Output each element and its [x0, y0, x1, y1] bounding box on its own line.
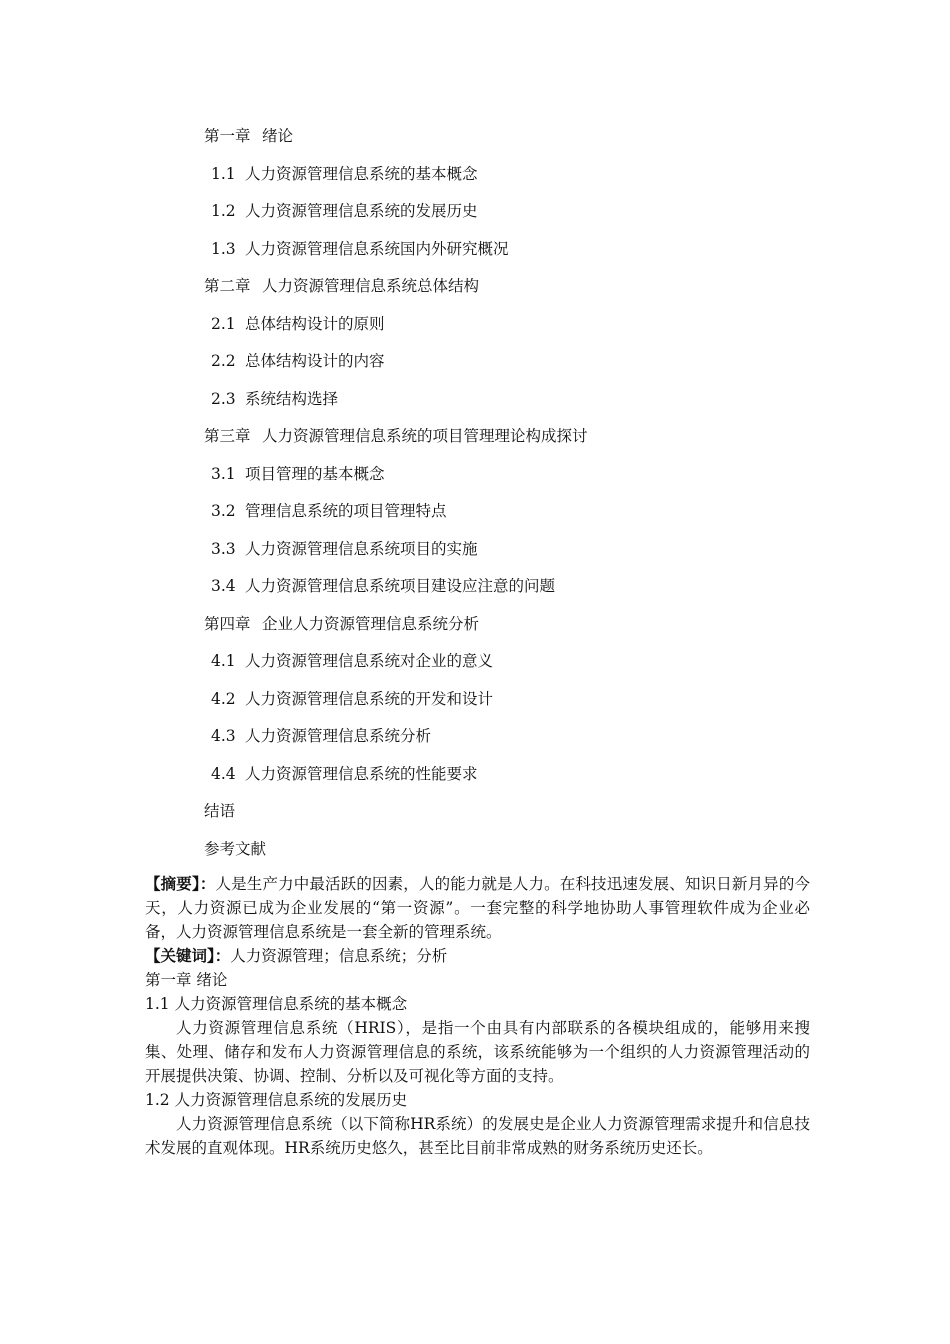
toc-entry [0, 793, 950, 831]
section-1-2-heading: 1.2 人力资源管理信息系统的发展历史 [145, 1091, 408, 1109]
toc-entry-title: 参考文献 [204, 839, 267, 858]
toc-entry-number: 3.2 [211, 502, 236, 520]
section-1-1-paragraph: 人力资源管理信息系统（HRIS），是指一个由具有内部联系的各模块组成的，能够用来搜集、处理、储存和发布人力资源管理信息的系统，该系统能够为一个组织的人力资源管理活动的开展提供决策、协调、控制、分析以及可视化等方面的支持。 [145, 1019, 810, 1085]
toc-entry [0, 231, 950, 269]
keywords-label: 【关键词】： [145, 946, 231, 965]
toc-entry-title: 绪论 [262, 127, 294, 145]
section-1-2-paragraph: 人力资源管理信息系统（以下简称HR系统）的发展史是企业人力资源管理需求提升和信息技术发展的直观体现。HR系统历史悠久，甚至比目前非常成熟的财务系统历史还长。 [145, 1115, 810, 1157]
toc-entry-title: 人力资源管理信息系统的项目管理理论构成探讨 [262, 427, 588, 445]
toc-entry [0, 568, 950, 606]
toc-entry [0, 268, 950, 306]
toc-entry [0, 381, 950, 419]
toc-entry [0, 831, 950, 869]
toc-entry [0, 681, 950, 719]
toc-entry-number: 3.1 [211, 464, 236, 483]
toc-entry-number: 1.3 [211, 239, 236, 258]
toc-entry-title: 人力资源管理信息系统的发展历史 [245, 202, 478, 220]
section-1-1-heading: 1.1 人力资源管理信息系统的基本概念 [145, 995, 408, 1013]
toc-entry-number: 3.3 [211, 539, 236, 558]
toc-entry-title: 人力资源管理信息系统项目的实施 [245, 539, 478, 558]
toc-entry [0, 118, 950, 156]
toc-entry [0, 156, 950, 194]
toc-entry-number: 4.3 [211, 727, 236, 745]
toc-entry-title: 企业人力资源管理信息系统分析 [262, 614, 480, 633]
toc-entry-title: 人力资源管理信息系统国内外研究概况 [245, 239, 509, 258]
toc-entry [0, 643, 950, 681]
toc-entry [0, 418, 950, 456]
toc-entry [0, 756, 950, 794]
abstract [145, 872, 810, 944]
toc-entry-number: 第二章 [204, 277, 251, 295]
toc-entry [0, 193, 950, 231]
toc-entry-number: 1.2 [211, 202, 236, 220]
toc-entry-title: 人力资源管理信息系统的基本概念 [245, 164, 478, 183]
toc-entry-title: 人力资源管理信息系统总体结构 [262, 277, 480, 295]
toc-entry-title: 人力资源管理信息系统对企业的意义 [245, 652, 494, 670]
toc-entry-number: 2.2 [211, 352, 236, 370]
toc-entry-title: 总体结构设计的内容 [245, 352, 385, 370]
toc-entry-number: 4.2 [211, 689, 236, 708]
toc-entry-number: 3.4 [211, 577, 236, 595]
toc-entry [0, 531, 950, 569]
toc-entry-number: 1.1 [211, 164, 236, 183]
toc-entry [0, 606, 950, 644]
toc-entry-title: 人力资源管理信息系统的性能要求 [245, 764, 478, 783]
toc-entry-title: 项目管理的基本概念 [245, 464, 385, 483]
toc-entry-title: 人力资源管理信息系统项目建设应注意的问题 [245, 577, 556, 595]
keywords-text: 人力资源管理；信息系统；分析 [230, 947, 448, 965]
toc-entry-number: 第一章 [204, 127, 251, 145]
toc-entry-title: 系统结构选择 [245, 389, 339, 408]
toc-entry [0, 456, 950, 494]
toc-entry-number: 2.3 [211, 389, 236, 408]
toc-entry [0, 306, 950, 344]
toc-entry-number: 4.1 [211, 652, 236, 670]
toc-entry-number: 2.1 [211, 314, 236, 333]
toc-entry [0, 718, 950, 756]
chapter-1-heading: 第一章 绪论 [145, 971, 228, 989]
toc-entry-number: 4.4 [211, 764, 236, 783]
toc-entry-number: 第四章 [204, 614, 251, 633]
toc-entry-title: 总体结构设计的原则 [245, 314, 385, 333]
table-of-contents [0, 118, 950, 868]
abstract-label: 【摘要】： [145, 874, 216, 893]
toc-entry-number: 第三章 [204, 427, 251, 445]
toc-entry [0, 493, 950, 531]
toc-entry-title: 结语 [204, 802, 236, 820]
abstract-text: 人是生产力中最活跃的因素，人的能力就是人力。在科技迅速发展、知识日新月异的今天，人力资源已成为企业发展的“第一资源”。一套完整的科学地协助人事管理软件成为企业必备，人力资源管理信息系统是一套全新的管理系统。 [145, 875, 810, 941]
document-body [145, 872, 810, 1160]
toc-entry-title: 管理信息系统的项目管理特点 [245, 502, 447, 520]
toc-entry-title: 人力资源管理信息系统分析 [245, 727, 432, 745]
keywords [145, 944, 810, 968]
toc-entry-title: 人力资源管理信息系统的开发和设计 [245, 689, 494, 708]
toc-entry [0, 343, 950, 381]
